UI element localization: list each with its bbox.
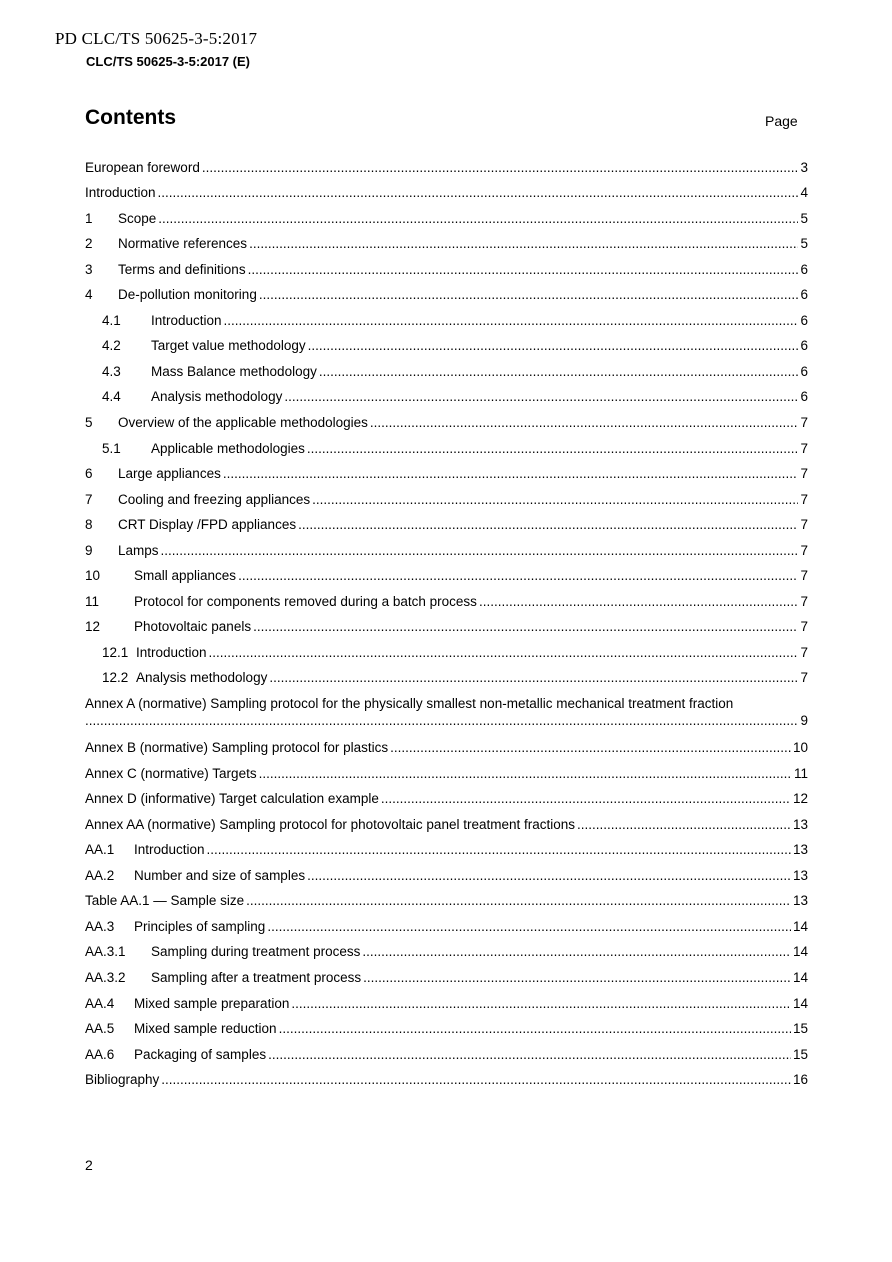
toc-leader-dots bbox=[279, 1021, 791, 1037]
toc-leader-dots bbox=[269, 670, 798, 686]
toc-entry-title: CRT Display /FPD appliances bbox=[118, 517, 297, 533]
toc-entry-page: 13 bbox=[792, 842, 808, 858]
toc-entry-title: Photovoltaic panels bbox=[134, 619, 252, 635]
toc-entry-number: AA.2 bbox=[85, 867, 115, 883]
toc-entry-11[interactable] bbox=[85, 584, 808, 610]
toc-entry-title: Bibliography bbox=[85, 1072, 160, 1088]
toc-entry-page: 15 bbox=[792, 1021, 808, 1037]
toc-leader-dots bbox=[298, 517, 798, 533]
toc-entry-page: 7 bbox=[800, 466, 808, 482]
toc-entry-title: Introduction bbox=[151, 312, 222, 328]
toc-entry-number: AA.5 bbox=[85, 1021, 115, 1037]
toc-entry-title: Principles of sampling bbox=[134, 918, 266, 934]
toc-entry-number: 4.1 bbox=[102, 312, 121, 328]
toc-entry-title: Analysis methodology bbox=[151, 389, 283, 405]
toc-entry-title: Annex A (normative) Sampling protocol for the physically smallest non-metallic mechanical treatment fraction bbox=[85, 696, 734, 712]
toc-leader-dots bbox=[202, 160, 799, 176]
toc-entry-page: 7 bbox=[800, 517, 808, 533]
toc-entry-10[interactable] bbox=[85, 559, 808, 585]
toc-entry-number: 1 bbox=[85, 210, 93, 226]
toc-leader-dots bbox=[259, 766, 792, 782]
toc-entry-page: 6 bbox=[800, 312, 808, 328]
toc-leader-dots bbox=[319, 364, 799, 380]
toc-entry-number: 4 bbox=[85, 287, 93, 303]
toc-entry-page: 14 bbox=[792, 944, 808, 960]
toc-entry-page: 7 bbox=[800, 542, 808, 558]
toc-entry-title: Annex B (normative) Sampling protocol for plastics bbox=[85, 740, 389, 756]
toc-entry-title: Sampling during treatment process bbox=[151, 944, 361, 960]
toc-entry-number: 2 bbox=[85, 236, 93, 252]
toc-entry-number: 12.1 bbox=[102, 644, 129, 660]
toc-leader-dots bbox=[224, 313, 799, 329]
toc-entry-annex-aa[interactable] bbox=[85, 807, 808, 833]
toc-entry-page: 16 bbox=[792, 1072, 808, 1088]
toc-leader-dots bbox=[312, 492, 798, 508]
toc-entry-number: 12.2 bbox=[102, 670, 129, 686]
toc-entry-annex-c[interactable] bbox=[85, 756, 808, 782]
toc-leader-dots bbox=[85, 712, 798, 729]
toc-entry-number: 12 bbox=[85, 619, 101, 635]
toc-entry-1[interactable] bbox=[85, 201, 808, 227]
toc-leader-dots bbox=[362, 944, 791, 960]
toc-entry-page: 7 bbox=[800, 619, 808, 635]
toc-entry-title: Cooling and freezing appliances bbox=[118, 491, 311, 507]
toc-entry-aa-1[interactable] bbox=[85, 833, 808, 859]
toc-entry-number: 3 bbox=[85, 261, 93, 277]
toc-entry-page: 13 bbox=[792, 867, 808, 883]
toc-entry-title: Analysis methodology bbox=[136, 670, 268, 686]
toc-leader-dots bbox=[207, 842, 791, 858]
toc-entry-page: 7 bbox=[800, 415, 808, 431]
toc-entry-5-1[interactable] bbox=[85, 431, 808, 457]
toc-entry-title: Mass Balance methodology bbox=[151, 363, 317, 379]
toc-leader-dots bbox=[209, 645, 799, 661]
toc-leader-dots bbox=[158, 185, 799, 201]
toc-entry-4-1[interactable] bbox=[85, 303, 808, 329]
toc-leader-dots bbox=[307, 441, 799, 457]
toc-leader-dots bbox=[259, 287, 799, 303]
toc-entry-title: European foreword bbox=[85, 159, 200, 175]
toc-entry-page: 7 bbox=[800, 644, 808, 660]
toc-entry-title: Small appliances bbox=[134, 568, 237, 584]
toc-entry-aa-4[interactable] bbox=[85, 986, 808, 1012]
toc-entry-number: 5.1 bbox=[102, 440, 121, 456]
toc-entry-6[interactable] bbox=[85, 457, 808, 483]
contents-heading: Contents bbox=[85, 106, 176, 129]
page-column-label: Page bbox=[765, 113, 798, 129]
toc-entry-title: De-pollution monitoring bbox=[118, 287, 257, 303]
toc-leader-dots bbox=[246, 893, 791, 909]
toc-leader-dots bbox=[370, 415, 799, 431]
toc-leader-dots bbox=[161, 1072, 791, 1088]
toc-entry-title: Target value methodology bbox=[151, 338, 306, 354]
toc-entry-title: Lamps bbox=[118, 542, 159, 558]
toc-leader-dots bbox=[479, 594, 799, 610]
toc-entry-number: 4.2 bbox=[102, 338, 121, 354]
toc-entry-number: AA.4 bbox=[85, 995, 115, 1011]
toc-entry-page: 7 bbox=[800, 593, 808, 609]
toc-entry-title: Large appliances bbox=[118, 466, 221, 482]
toc-leader-dots bbox=[363, 970, 791, 986]
toc-entry-4-3[interactable] bbox=[85, 354, 808, 380]
toc-leader-dots bbox=[267, 919, 791, 935]
toc-entry-title: Overview of the applicable methodologies bbox=[118, 415, 368, 431]
toc-entry-title: Protocol for components removed during a batch process bbox=[134, 593, 477, 609]
toc-entry-table-aa-1[interactable] bbox=[85, 884, 808, 910]
toc-entry-page: 14 bbox=[792, 918, 808, 934]
toc-entry-page: 11 bbox=[793, 765, 808, 781]
toc-entry-title: Introduction bbox=[85, 185, 156, 201]
toc-entry-page: 15 bbox=[792, 1046, 808, 1062]
toc-leader-dots bbox=[248, 262, 799, 278]
toc-entry-european-foreword[interactable] bbox=[85, 150, 808, 176]
toc-entry-5[interactable] bbox=[85, 405, 808, 431]
toc-entry-3[interactable] bbox=[85, 252, 808, 278]
toc-entry-annex-b[interactable] bbox=[85, 730, 808, 756]
toc-leader-dots bbox=[249, 236, 798, 252]
toc-entry-annex-a[interactable] bbox=[85, 686, 808, 730]
toc-entry-title: Number and size of samples bbox=[134, 867, 306, 883]
toc-leader-dots bbox=[381, 791, 791, 807]
toc-entry-title: Terms and definitions bbox=[118, 261, 246, 277]
toc-entry-8[interactable] bbox=[85, 508, 808, 534]
toc-entry-page: 7 bbox=[800, 670, 808, 686]
toc-leader-dots bbox=[284, 389, 798, 405]
toc-entry-aa-5[interactable] bbox=[85, 1012, 808, 1038]
toc-entry-page: 14 bbox=[792, 969, 808, 985]
toc-leader-dots bbox=[223, 466, 799, 482]
toc-entry-number: 6 bbox=[85, 466, 93, 482]
toc-entry-12-1[interactable] bbox=[85, 635, 808, 661]
toc-entry-title: Applicable methodologies bbox=[151, 440, 305, 456]
toc-entry-number: AA.3 bbox=[85, 918, 115, 934]
toc-entry-page: 9 bbox=[800, 713, 808, 729]
toc-entry-number: 8 bbox=[85, 517, 93, 533]
toc-entry-aa-6[interactable] bbox=[85, 1037, 808, 1063]
toc-entry-page: 7 bbox=[800, 568, 808, 584]
toc-entry-title: Introduction bbox=[136, 644, 207, 660]
toc-entry-9[interactable] bbox=[85, 533, 808, 559]
toc-entry-introduction[interactable] bbox=[85, 176, 808, 202]
toc-entry-page: 7 bbox=[800, 491, 808, 507]
toc-entry-aa-3[interactable] bbox=[85, 909, 808, 935]
toc-leader-dots bbox=[238, 568, 798, 584]
toc-entry-title: Packaging of samples bbox=[134, 1046, 267, 1062]
toc-entry-page: 12 bbox=[792, 791, 808, 807]
toc-entry-number: 5 bbox=[85, 415, 93, 431]
toc-leader-dots bbox=[577, 817, 791, 833]
toc-entry-page: 6 bbox=[800, 287, 808, 303]
toc-entry-title: Table AA.1 — Sample size bbox=[85, 893, 245, 909]
toc-entry-number: 4.4 bbox=[102, 389, 121, 405]
toc-entry-number: 7 bbox=[85, 491, 93, 507]
toc-entry-number: 9 bbox=[85, 542, 93, 558]
toc-entry-aa-2[interactable] bbox=[85, 858, 808, 884]
toc-entry-4-4[interactable] bbox=[85, 380, 808, 406]
toc-leader-dots bbox=[307, 868, 791, 884]
toc-entry-page: 5 bbox=[800, 210, 808, 226]
toc-entry-page: 3 bbox=[800, 159, 808, 175]
toc-entry-page: 13 bbox=[792, 893, 808, 909]
toc-entry-title: Annex D (informative) Target calculation example bbox=[85, 791, 379, 807]
toc-entry-annex-d[interactable] bbox=[85, 782, 808, 808]
toc-entry-bibliography[interactable] bbox=[85, 1063, 808, 1089]
toc-entry-4-2[interactable] bbox=[85, 329, 808, 355]
toc-entry-page: 4 bbox=[800, 185, 808, 201]
toc-entry-number: AA.3.1 bbox=[85, 944, 126, 960]
toc-leader-dots bbox=[390, 740, 791, 756]
toc-entry-title: Annex AA (normative) Sampling protocol for photovoltaic panel treatment fractions bbox=[85, 816, 576, 832]
toc-entry-page: 7 bbox=[800, 440, 808, 456]
toc-entry-12-2[interactable] bbox=[85, 661, 808, 687]
toc-entry-2[interactable] bbox=[85, 227, 808, 253]
toc-entry-aa-3-1[interactable] bbox=[85, 935, 808, 961]
toc-entry-title: Scope bbox=[118, 210, 157, 226]
toc-leader-dots bbox=[308, 338, 799, 354]
toc-entry-number: 4.3 bbox=[102, 363, 121, 379]
toc-leader-dots bbox=[268, 1047, 791, 1063]
footer-page-number: 2 bbox=[85, 1157, 93, 1173]
toc-entry-12[interactable] bbox=[85, 610, 808, 636]
table-of-contents bbox=[85, 150, 808, 1088]
document-code-header: PD CLC/TS 50625-3-5:2017 bbox=[55, 29, 258, 48]
toc-leader-dots bbox=[158, 211, 798, 227]
toc-leader-dots bbox=[161, 543, 799, 559]
toc-entry-number: AA.3.2 bbox=[85, 969, 126, 985]
toc-leader-dots bbox=[291, 996, 791, 1012]
toc-leader-dots bbox=[253, 619, 798, 635]
toc-entry-title: Mixed sample reduction bbox=[134, 1021, 277, 1037]
toc-entry-number: 10 bbox=[85, 568, 101, 584]
toc-entry-number: 11 bbox=[85, 593, 100, 609]
toc-entry-7[interactable] bbox=[85, 482, 808, 508]
toc-entry-number: AA.1 bbox=[85, 842, 115, 858]
toc-entry-number: AA.6 bbox=[85, 1046, 115, 1062]
toc-entry-aa-3-2[interactable] bbox=[85, 960, 808, 986]
toc-entry-page: 10 bbox=[792, 740, 808, 756]
toc-entry-page: 6 bbox=[800, 338, 808, 354]
toc-entry-page: 6 bbox=[800, 389, 808, 405]
toc-entry-title: Mixed sample preparation bbox=[134, 995, 290, 1011]
toc-entry-title: Introduction bbox=[134, 842, 205, 858]
toc-entry-title: Normative references bbox=[118, 236, 248, 252]
toc-entry-page: 6 bbox=[800, 261, 808, 277]
toc-entry-page: 14 bbox=[792, 995, 808, 1011]
standard-code-header: CLC/TS 50625-3-5:2017 (E) bbox=[86, 54, 251, 69]
toc-entry-page: 13 bbox=[792, 816, 808, 832]
toc-entry-page: 5 bbox=[800, 236, 808, 252]
toc-entry-4[interactable] bbox=[85, 278, 808, 304]
toc-entry-title: Sampling after a treatment process bbox=[151, 969, 362, 985]
toc-entry-page: 6 bbox=[800, 363, 808, 379]
toc-entry-title: Annex C (normative) Targets bbox=[85, 765, 257, 781]
